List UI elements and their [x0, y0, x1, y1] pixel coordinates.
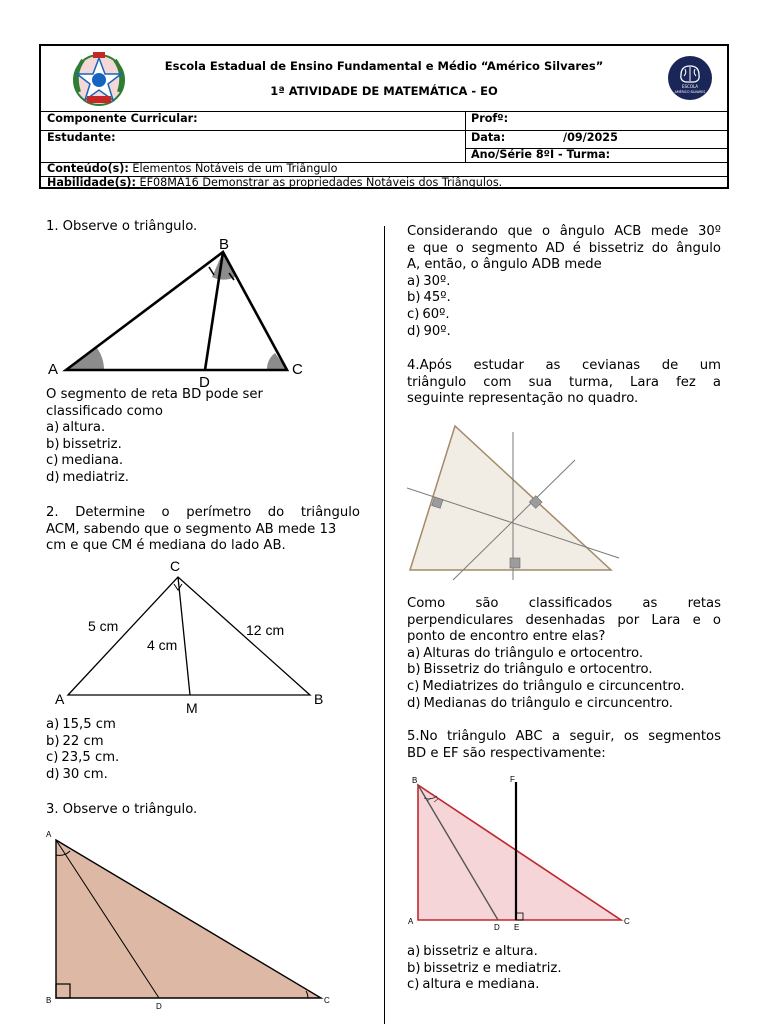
q4-orthocenter-figure — [407, 420, 721, 582]
q1-option-a[interactable]: a) altura. — [46, 420, 106, 436]
q3-triangle — [56, 840, 321, 998]
q1-label-b: B — [219, 236, 230, 253]
q2-label-m: M — [186, 700, 198, 716]
q2-text-2: ACM, sabendo que o segmento AB mede 13 — [46, 521, 337, 537]
q1-label-c: C — [292, 361, 303, 378]
header-row-curricular — [41, 111, 727, 131]
q2-text-3: cm e que CM é mediana do lado AB. — [46, 538, 286, 554]
q2-median-cm — [178, 577, 190, 695]
q2-triangle-figure — [46, 556, 346, 716]
q1-number: 1. — [46, 219, 59, 234]
q5-number: 5. — [407, 729, 420, 744]
q2-number: 2. — [46, 505, 59, 520]
q1-label-d: D — [199, 374, 210, 389]
q3-option-a[interactable]: a) 30º. — [407, 273, 451, 289]
q5-label-c: C — [624, 917, 630, 926]
q2-label-cb: 12 cm — [246, 622, 285, 638]
q4-text2-2: perpendiculares desenhadas por Lara e o — [407, 612, 721, 628]
student-label: Estudante: — [47, 131, 116, 144]
q4-option-a[interactable]: a) Alturas do triângulo e ortocentro. — [407, 645, 644, 661]
q4-text-1: 4.Após estudar as cevianas de um — [407, 358, 721, 373]
q5-label-f: F — [510, 775, 515, 784]
q1-label-a: A — [48, 361, 59, 378]
seal-text-1: ESCOLA — [681, 84, 699, 89]
q3-option-c[interactable]: c) 60º. — [407, 307, 450, 322]
q5-text-1: 5.No triângulo ABC a seguir, os segmentos — [407, 729, 721, 744]
q4-text2-1: Como são classificados as retas — [407, 596, 721, 611]
header-column-divider — [465, 111, 466, 162]
q5-option-c[interactable]: c) altura e mediana. — [407, 977, 540, 993]
school-seal-icon — [667, 55, 713, 101]
header-row-skill — [41, 176, 727, 189]
q3-text-1: Considerando que o ângulo ACB mede 30º — [407, 224, 721, 239]
q2-option-a[interactable]: a) 15,5 cm — [46, 717, 116, 732]
q2-label-ac: 5 cm — [88, 618, 119, 634]
q3-number: 3. — [46, 802, 59, 817]
q4-text-2: triângulo com sua turma, Lara fez a — [407, 374, 721, 390]
q1-triangle-figure — [46, 235, 336, 389]
q4-option-d[interactable]: d) Medianas do triângulo e circuncentro. — [407, 695, 673, 711]
content-value: Elementos Notáveis de um Triângulo — [132, 162, 338, 175]
q5-label-b: B — [412, 776, 418, 785]
q2-option-b[interactable]: b) 22 cm — [46, 733, 104, 749]
skill-label: Habilidade(s): — [47, 176, 136, 189]
q3-triangle-figure — [44, 827, 344, 1017]
activity-title: 1ª ATIVIDADE DE MATEMÁTICA - EO — [270, 84, 498, 98]
q4-option-c[interactable]: c) Mediatrizes do triângulo e circuncentro. — [407, 679, 685, 694]
q1-option-b[interactable]: b) bissetriz. — [46, 436, 122, 452]
school-name: Escola Estadual de Ensino Fundamental e Médio “Américo Silvares” — [164, 59, 604, 73]
q3-label-c: C — [324, 996, 330, 1005]
curricular-label: Componente Curricular: — [47, 112, 198, 125]
q4-option-b[interactable]: b) Bissetriz do triângulo e ortocentro. — [407, 662, 653, 678]
q1-text-2: classificado como — [46, 403, 163, 419]
q5-triangle — [418, 785, 621, 920]
q5-option-b[interactable]: b) bissetriz e mediatriz. — [407, 960, 562, 976]
prof-label: Profº: — [471, 112, 509, 125]
q4-text2-3: ponto de encontro entre elas? — [407, 629, 606, 645]
q2-label-a: A — [55, 691, 65, 707]
q3-label-a: A — [46, 830, 52, 839]
q2-label-cm: 4 cm — [147, 637, 178, 653]
q4-text-3: seguinte representação no quadro. — [407, 391, 639, 407]
q4-number: 4. — [407, 358, 420, 373]
q2-label-c: C — [170, 558, 181, 574]
q2-label-b: B — [314, 691, 324, 707]
grade-label: Ano/Série 8ºI - Turma: — [471, 148, 611, 161]
q3-text-2: e que o segmento AD é bissetriz do ângulo — [407, 240, 721, 256]
date-label: Data: — [471, 131, 506, 144]
q3-option-d[interactable]: d) 90º. — [407, 323, 451, 339]
header-row-content — [41, 162, 727, 177]
q3-label-d: D — [156, 1002, 162, 1011]
q1-text-1: O segmento de reta BD pode ser — [46, 387, 263, 402]
seal-text-2: AMÉRICO SILVARES — [674, 90, 706, 94]
q3-option-b[interactable]: b) 45º. — [407, 290, 451, 306]
q2-text-1: 2. Determine o perímetro do triângulo — [46, 505, 360, 520]
q3-stem: Observe o triângulo. — [62, 802, 198, 817]
q2-option-c[interactable]: c) 23,5 cm. — [46, 750, 120, 766]
q1-stem: Observe o triângulo. — [62, 219, 198, 234]
q5-label-e: E — [514, 923, 520, 932]
q4-triangle — [410, 426, 611, 570]
q5-label-d: D — [494, 923, 500, 932]
q1-segment-bd — [205, 252, 223, 370]
q5-option-a[interactable]: a) bissetriz e altura. — [407, 944, 538, 959]
header-row-student — [41, 130, 727, 148]
q3-text-3: A, então, o ângulo ADB mede — [407, 257, 602, 273]
q4-right-angle-3 — [510, 558, 520, 568]
q2-option-d[interactable]: d) 30 cm. — [46, 766, 108, 782]
q3-label-b: B — [46, 996, 52, 1005]
q1-option-d[interactable]: d) mediatriz. — [46, 470, 129, 485]
q1-angle-c — [267, 353, 287, 370]
header-row-grade — [41, 148, 727, 163]
date-value: /09/2025 — [563, 131, 618, 144]
skill-value: EF08MA16 Demonstrar as propriedades Notáveis dos Triângulos. — [139, 176, 503, 189]
q5-text-2: BD e EF são respectivamente: — [407, 745, 606, 761]
column-divider — [384, 226, 385, 1024]
q5-triangle-figure — [407, 772, 647, 932]
header-title-row — [41, 46, 727, 112]
q1-option-c[interactable]: c) mediana. — [46, 453, 124, 469]
content-label: Conteúdo(s): — [47, 162, 129, 175]
header-table — [39, 44, 729, 189]
q5-label-a: A — [408, 917, 414, 926]
